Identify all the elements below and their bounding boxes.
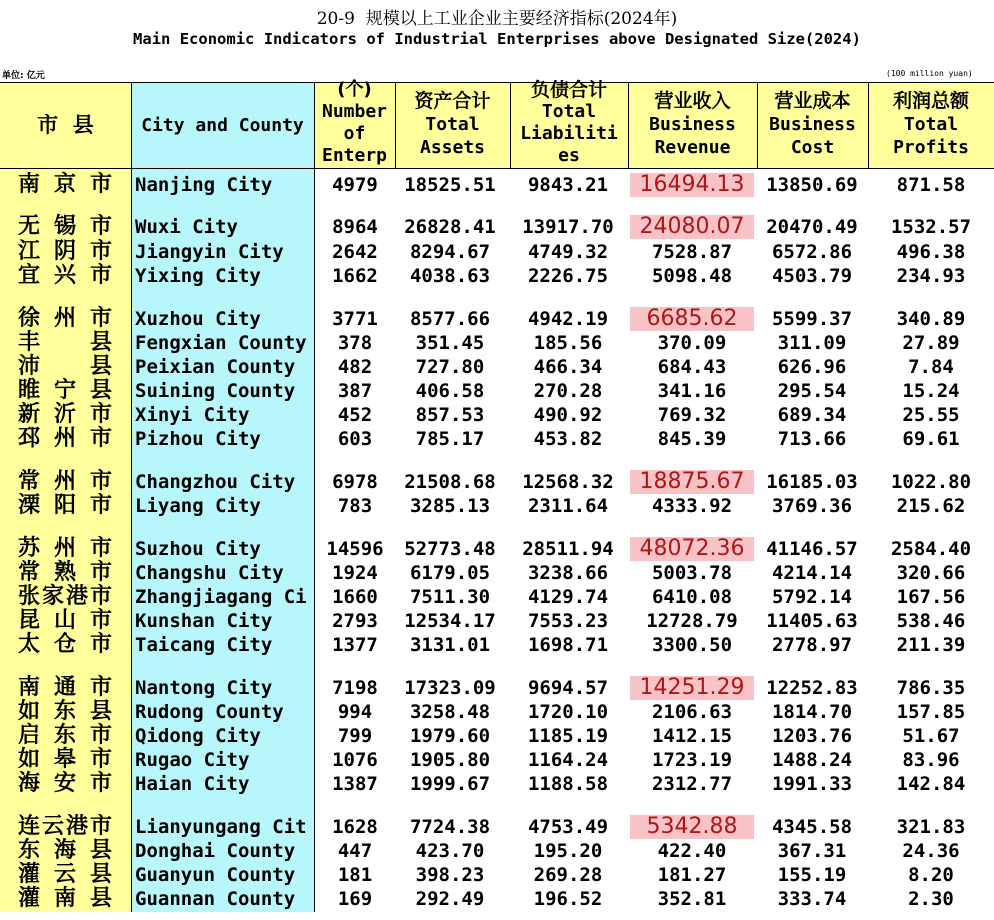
total-profits: 51.67: [902, 725, 960, 747]
header-city-cn: 市 县: [37, 114, 94, 137]
business-cost: 1991.33: [771, 773, 853, 795]
unit-label-left: 单位: 亿元: [2, 71, 45, 81]
city-name-en: Rugao City: [135, 749, 250, 771]
business-cost: 4345.58: [771, 816, 853, 838]
total-profits: 234.93: [896, 265, 966, 287]
city-name-en: Guannan County: [135, 888, 296, 910]
city-name-en: Changzhou City: [135, 471, 296, 493]
business-revenue: 7528.87: [651, 241, 733, 263]
header-total-liabilities: 负债合计 Total Liabiliti es: [520, 79, 618, 166]
total-profits: 157.85: [896, 701, 966, 723]
enterprise-count: 2642: [332, 241, 378, 263]
total-liabilities: 28511.94: [522, 538, 614, 560]
total-liabilities: 4942.19: [527, 308, 609, 330]
city-name-en: Liyang City: [135, 495, 261, 517]
city-name-cn: 邳州市: [18, 426, 112, 451]
city-name-cn: 南京市: [18, 172, 112, 197]
enterprise-count: 1387: [332, 773, 378, 795]
enterprise-count: 6978: [332, 471, 378, 493]
business-cost: 4503.79: [771, 265, 853, 287]
city-name-cn: 灌南县: [18, 886, 112, 911]
enterprise-count: 1662: [332, 265, 378, 287]
total-liabilities: 4753.49: [527, 816, 609, 838]
table-row: [0, 355, 994, 379]
business-cost: 13850.69: [766, 174, 858, 196]
business-cost: 5599.37: [771, 308, 853, 330]
header-total-assets: 资产合计 Total Assets: [414, 90, 491, 158]
total-profits: 142.84: [896, 773, 966, 795]
city-name-cn: 徐州市: [18, 306, 112, 331]
unit-label-right: (100 million yuan): [886, 69, 973, 78]
total-profits: 2584.40: [890, 538, 972, 560]
business-revenue-highlighted: 5342.88: [630, 815, 754, 839]
business-revenue: 341.16: [657, 380, 727, 402]
total-assets: 3285.13: [409, 495, 491, 517]
total-liabilities: 4129.74: [527, 586, 609, 608]
city-name-en: Peixian County: [135, 356, 296, 378]
enterprise-count: 387: [337, 380, 373, 402]
business-revenue-highlighted: 6685.62: [630, 307, 754, 331]
table-row: [0, 887, 994, 911]
city-name-en: Rudong County: [135, 701, 284, 723]
city-name-cn: 苏州市: [18, 536, 112, 561]
city-name-cn: 宜兴市: [18, 263, 112, 288]
total-assets: 18525.51: [404, 174, 496, 196]
business-cost: 1814.70: [771, 701, 853, 723]
table-row: [0, 863, 994, 887]
table-row: [0, 676, 994, 700]
enterprise-count: 1377: [332, 634, 378, 656]
city-name-cn: 无锡市: [18, 214, 112, 239]
city-name-en: Xinyi City: [135, 404, 250, 426]
city-name-cn: 如皋市: [18, 747, 112, 772]
enterprise-count: 452: [337, 404, 373, 426]
enterprise-count: 169: [337, 888, 373, 910]
table-row: [0, 815, 994, 839]
city-name-en: Changshu City: [135, 562, 284, 584]
enterprise-count: 8964: [332, 216, 378, 238]
business-cost: 689.34: [777, 404, 847, 426]
total-assets: 17323.09: [404, 677, 496, 699]
business-revenue-highlighted: 18875.67: [630, 470, 754, 494]
table-row: [0, 494, 994, 518]
business-revenue: 12728.79: [646, 610, 738, 632]
enterprise-count: 783: [337, 495, 373, 517]
city-name-en: Suining County: [135, 380, 296, 402]
total-assets: 857.53: [415, 404, 485, 426]
total-liabilities: 12568.32: [522, 471, 614, 493]
total-profits: 320.66: [896, 562, 966, 584]
business-revenue: 1412.15: [651, 725, 733, 747]
city-name-cn: 海安市: [18, 771, 112, 796]
city-name-cn: 江阴市: [18, 239, 112, 264]
business-revenue: 2312.77: [651, 773, 733, 795]
business-revenue: 352.81: [657, 888, 727, 910]
total-assets: 52773.48: [404, 538, 496, 560]
city-name-cn: 启东市: [18, 723, 112, 748]
city-name-en: Kunshan City: [135, 610, 273, 632]
total-profits: 8.20: [908, 864, 954, 886]
total-assets: 3258.48: [409, 701, 491, 723]
business-revenue: 684.43: [657, 356, 727, 378]
business-cost: 5792.14: [771, 586, 853, 608]
table-row: [0, 470, 994, 494]
table-row: [0, 403, 994, 427]
total-liabilities: 4749.32: [527, 241, 609, 263]
business-cost: 713.66: [777, 428, 847, 450]
total-liabilities: 1164.24: [527, 749, 609, 771]
enterprise-count: 4979: [332, 174, 378, 196]
business-revenue-highlighted: 48072.36: [630, 537, 754, 561]
business-revenue-highlighted: 14251.29: [630, 676, 754, 700]
total-liabilities: 185.56: [533, 332, 603, 354]
enterprise-count: 2793: [332, 610, 378, 632]
business-revenue: 769.32: [657, 404, 727, 426]
table-row: [0, 537, 994, 561]
total-assets: 8577.66: [409, 308, 491, 330]
total-liabilities: 466.34: [533, 356, 603, 378]
total-liabilities: 269.28: [533, 864, 603, 886]
enterprise-count: 799: [337, 725, 373, 747]
city-name-cn: 常州市: [18, 469, 112, 494]
total-assets: 8294.67: [409, 241, 491, 263]
total-liabilities: 1720.10: [527, 701, 609, 723]
table-row: [0, 724, 994, 748]
total-assets: 292.49: [415, 888, 485, 910]
city-name-en: Suzhou City: [135, 538, 261, 560]
total-assets: 7724.38: [409, 816, 491, 838]
business-revenue: 5003.78: [651, 562, 733, 584]
enterprise-count: 1076: [332, 749, 378, 771]
enterprise-count: 1628: [332, 816, 378, 838]
business-cost: 2778.97: [771, 634, 853, 656]
enterprise-count: 7198: [332, 677, 378, 699]
total-profits: 340.89: [896, 308, 966, 330]
table-row: [0, 240, 994, 264]
business-cost: 311.09: [777, 332, 847, 354]
total-assets: 26828.41: [404, 216, 496, 238]
total-profits: 321.83: [896, 816, 966, 838]
business-cost: 295.54: [777, 380, 847, 402]
table-row: [0, 173, 994, 197]
total-profits: 538.46: [896, 610, 966, 632]
total-profits: 69.61: [902, 428, 960, 450]
total-profits: 2.30: [908, 888, 954, 910]
business-cost: 41146.57: [766, 538, 858, 560]
business-cost: 626.96: [777, 356, 847, 378]
total-liabilities: 9694.57: [527, 677, 609, 699]
city-name-en: Lianyungang Cit: [135, 816, 307, 838]
business-revenue: 2106.63: [651, 701, 733, 723]
total-profits: 7.84: [908, 356, 954, 378]
city-name-cn: 新沂市: [18, 402, 112, 427]
business-cost: 11405.63: [766, 610, 858, 632]
business-cost: 1488.24: [771, 749, 853, 771]
table-row: [0, 772, 994, 796]
city-name-en: Xuzhou City: [135, 308, 261, 330]
total-profits: 496.38: [896, 241, 966, 263]
table-row: [0, 215, 994, 239]
business-cost: 3769.36: [771, 495, 853, 517]
city-name-en: Nanjing City: [135, 174, 273, 196]
city-name-en: Guanyun County: [135, 864, 296, 886]
business-cost: 4214.14: [771, 562, 853, 584]
business-cost: 155.19: [777, 864, 847, 886]
city-name-en: Pizhou City: [135, 428, 261, 450]
enterprise-count: 603: [337, 428, 373, 450]
enterprise-count: 1660: [332, 586, 378, 608]
table-row: [0, 609, 994, 633]
business-cost: 333.74: [777, 888, 847, 910]
table-row: [0, 307, 994, 331]
table-row: [0, 839, 994, 863]
total-liabilities: 2311.64: [527, 495, 609, 517]
city-name-cn: 溧阳市: [18, 493, 112, 518]
total-assets: 727.80: [415, 356, 485, 378]
enterprise-count: 447: [337, 840, 373, 862]
total-liabilities: 1698.71: [527, 634, 609, 656]
total-liabilities: 9843.21: [527, 174, 609, 196]
header-top-border: [0, 82, 994, 83]
business-cost: 1203.76: [771, 725, 853, 747]
enterprise-count: 14596: [326, 538, 384, 560]
table-row: [0, 561, 994, 585]
city-name-en: Qidong City: [135, 725, 261, 747]
total-assets: 1979.60: [409, 725, 491, 747]
header-business-revenue: 营业收入 Business Revenue: [649, 90, 736, 158]
city-name-cn: 常熟市: [18, 560, 112, 585]
enterprise-count: 3771: [332, 308, 378, 330]
table-row: [0, 427, 994, 451]
city-name-en: Donghai County: [135, 840, 296, 862]
table-row: [0, 331, 994, 355]
total-liabilities: 453.82: [533, 428, 603, 450]
city-name-en: Jiangyin City: [135, 241, 284, 263]
total-assets: 406.58: [415, 380, 485, 402]
city-name-cn: 如东县: [18, 699, 112, 724]
total-assets: 1999.67: [409, 773, 491, 795]
total-profits: 211.39: [896, 634, 966, 656]
business-cost: 16185.03: [766, 471, 858, 493]
total-profits: 1532.57: [890, 216, 972, 238]
city-name-cn: 南通市: [18, 675, 112, 700]
total-profits: 27.89: [902, 332, 960, 354]
total-assets: 3131.01: [409, 634, 491, 656]
business-revenue: 5098.48: [651, 265, 733, 287]
total-liabilities: 13917.70: [522, 216, 614, 238]
city-name-en: Fengxian County: [135, 332, 307, 354]
city-name-en: Haian City: [135, 773, 250, 795]
total-assets: 7511.30: [409, 586, 491, 608]
city-name-cn: 东海县: [18, 838, 112, 863]
city-name-en: Nantong City: [135, 677, 273, 699]
total-assets: 351.45: [415, 332, 485, 354]
table-row: [0, 700, 994, 724]
business-revenue: 3300.50: [651, 634, 733, 656]
city-name-en: Wuxi City: [135, 216, 238, 238]
total-liabilities: 195.20: [533, 840, 603, 862]
total-liabilities: 7553.23: [527, 610, 609, 632]
total-assets: 1905.80: [409, 749, 491, 771]
table-row: [0, 264, 994, 288]
enterprise-count: 994: [337, 701, 373, 723]
city-name-cn: 睢宁县: [18, 378, 112, 403]
city-name-cn: 沛县: [18, 354, 112, 379]
city-name-en: Yixing City: [135, 265, 261, 287]
total-assets: 423.70: [415, 840, 485, 862]
header-bottom-border: [0, 168, 994, 169]
business-revenue: 1723.19: [651, 749, 733, 771]
table-row: [0, 633, 994, 657]
enterprise-count: 1924: [332, 562, 378, 584]
business-revenue: 370.09: [657, 332, 727, 354]
total-profits: 15.24: [902, 380, 960, 402]
total-assets: 4038.63: [409, 265, 491, 287]
table-row: [0, 585, 994, 609]
total-profits: 871.58: [896, 174, 966, 196]
table-row: [0, 379, 994, 403]
business-revenue-highlighted: 16494.13: [630, 173, 754, 197]
total-assets: 398.23: [415, 864, 485, 886]
enterprise-count: 482: [337, 356, 373, 378]
city-name-cn: 张家港市: [18, 584, 112, 609]
header-city-en: City and County: [141, 115, 304, 136]
total-profits: 167.56: [896, 586, 966, 608]
total-liabilities: 1185.19: [527, 725, 609, 747]
page-title-cn: 20-9 规模以上工业企业主要经济指标(2024年): [316, 9, 678, 29]
total-profits: 1022.80: [890, 471, 972, 493]
total-profits: 786.35: [896, 677, 966, 699]
business-revenue: 845.39: [657, 428, 727, 450]
city-name-en: Zhangjiagang Ci: [135, 586, 307, 608]
total-liabilities: 490.92: [533, 404, 603, 426]
enterprise-count: 181: [337, 864, 373, 886]
total-assets: 6179.05: [409, 562, 491, 584]
business-cost: 367.31: [777, 840, 847, 862]
enterprise-count: 378: [337, 332, 373, 354]
city-name-cn: 昆山市: [18, 608, 112, 633]
header-total-profits: 利润总额 Total Profits: [892, 90, 969, 158]
business-cost: 6572.86: [771, 241, 853, 263]
table-row: [0, 748, 994, 772]
total-profits: 25.55: [902, 404, 960, 426]
city-name-cn: 灌云县: [18, 862, 112, 887]
city-name-cn: 连云港市: [18, 814, 112, 839]
header-number-of-enterprises: (个) Number of Enterp: [321, 79, 388, 166]
header-business-cost: 营业成本 Business Cost: [769, 90, 856, 158]
page-title-en: Main Economic Indicators of Industrial Enterprises above Designated Size(2024): [133, 30, 861, 48]
business-revenue-highlighted: 24080.07: [630, 215, 754, 239]
total-liabilities: 3238.66: [527, 562, 609, 584]
business-revenue: 6410.08: [651, 586, 733, 608]
total-assets: 12534.17: [404, 610, 496, 632]
total-profits: 83.96: [902, 749, 960, 771]
total-profits: 24.36: [902, 840, 960, 862]
business-revenue: 422.40: [657, 840, 727, 862]
business-revenue: 4333.92: [651, 495, 733, 517]
total-liabilities: 270.28: [533, 380, 603, 402]
total-assets: 785.17: [415, 428, 485, 450]
city-name-cn: 丰县: [18, 330, 112, 355]
city-name-cn: 太仓市: [18, 632, 112, 657]
business-revenue: 181.27: [657, 864, 727, 886]
total-liabilities: 1188.58: [527, 773, 609, 795]
city-name-en: Taicang City: [135, 634, 273, 656]
business-cost: 12252.83: [766, 677, 858, 699]
business-cost: 20470.49: [766, 216, 858, 238]
total-liabilities: 2226.75: [527, 265, 609, 287]
total-profits: 215.62: [896, 495, 966, 517]
total-liabilities: 196.52: [533, 888, 603, 910]
total-assets: 21508.68: [404, 471, 496, 493]
